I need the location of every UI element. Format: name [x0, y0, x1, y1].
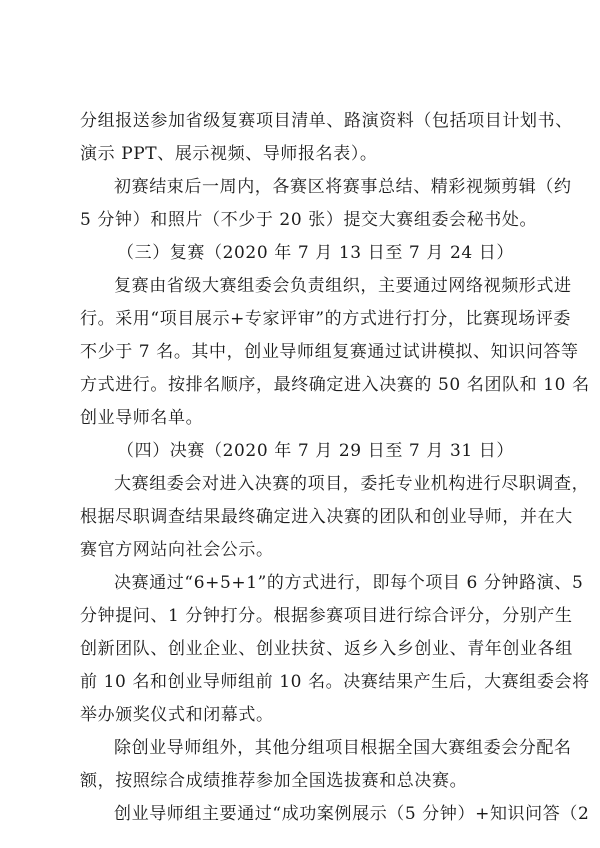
paragraph-line: 根据尽职调查结果最终确定进入决赛的团队和创业导师，并在大 [80, 507, 573, 527]
paragraph-line: 初赛结束后一周内，各赛区将赛事总结、精彩视频剪辑（约 [114, 177, 572, 197]
paragraph-line: 赛官方网站向社会公示。 [80, 540, 274, 560]
paragraph-line: 决赛通过“6+5+1”的方式进行，即每个项目 6 分钟路演、5 [114, 573, 584, 593]
paragraph-line: 复赛由省级大赛组委会负责组织，主要通过网络视频形式进 [114, 276, 572, 296]
paragraph-line: 演示 PPT、展示视频、导师报名表）。 [80, 144, 378, 164]
paragraph-line: 除创业导师组外，其他分组项目根据全国大赛组委会分配名 [114, 738, 572, 758]
paragraph-line: 创业导师组主要通过“成功案例展示（5 分钟）+知识问答（2 [114, 804, 590, 824]
paragraph-line: 方式进行。按排名顺序，最终确定进入决赛的 50 名团队和 10 名 [80, 375, 590, 395]
section-heading-rematch: （三）复赛（2020 年 7 月 13 日至 7 月 24 日） [117, 243, 514, 263]
paragraph-line: 举办颁奖仪式和闭幕式。 [80, 705, 274, 725]
paragraph-line: 分组报送参加省级复赛项目清单、路演资料（包括项目计划书、 [80, 111, 573, 131]
paragraph-line: 创新团队、创业企业、创业扶贫、返乡入乡创业、青年创业各组 [80, 639, 573, 659]
section-heading-final: （四）决赛（2020 年 7 月 29 日至 7 月 31 日） [117, 441, 514, 461]
paragraph-line: 不少于 7 名。其中，创业导师组复赛通过试讲模拟、知识问答等 [80, 342, 579, 362]
paragraph-line: 额，按照综合成绩推荐参加全国选拔赛和总决赛。 [80, 771, 468, 791]
paragraph-line: 大赛组委会对进入决赛的项目，委托专业机构进行尽职调查， [114, 474, 590, 494]
paragraph-line: 5 分钟）和照片（不少于 20 张）提交大赛组委会秘书处。 [80, 210, 538, 230]
paragraph-line: 前 10 名和创业导师组前 10 名。决赛结果产生后，大赛组委会将 [80, 672, 590, 692]
paragraph-line: 分钟提问、1 分钟打分。根据参赛项目进行综合评分，分别产生 [80, 606, 573, 626]
paragraph-line: 行。采用“项目展示+专家评审”的方式进行打分，比赛现场评委 [80, 309, 572, 329]
paragraph-line: 创业导师名单。 [80, 408, 204, 428]
